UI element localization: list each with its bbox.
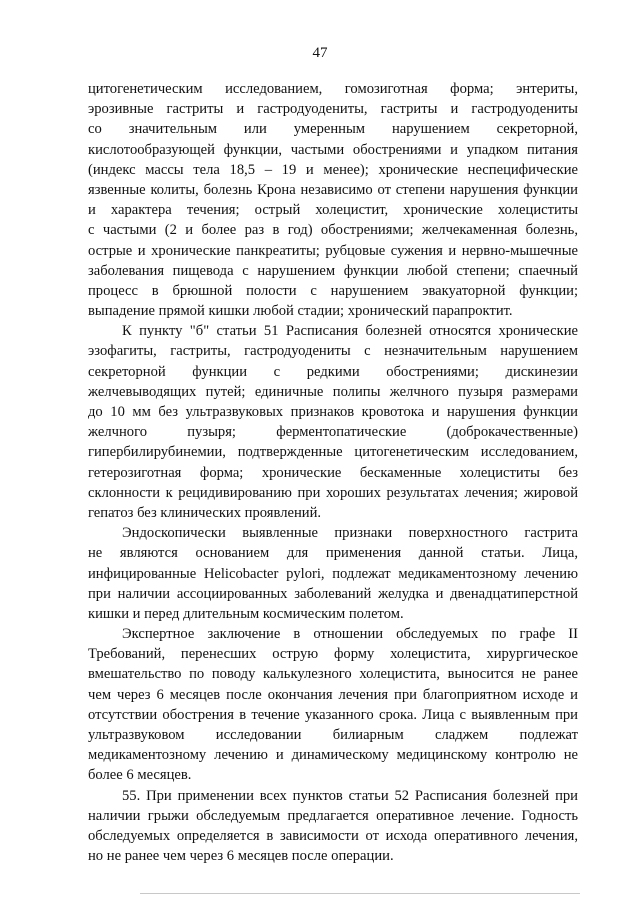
text-line: со значительным или умеренным нарушением секреторной, (88, 121, 578, 138)
text-line: эрозивные гастриты и гастродуодениты, гастриты и гастродуодениты (88, 101, 578, 118)
text-line: обследуемых определяется в зависимости от исхода оперативного лечения, (88, 827, 578, 844)
text-line: гетерозиготная форма; хронические бескаменные холециститы без (88, 464, 578, 481)
page-number: 47 (312, 45, 328, 61)
text-line: чем через 6 месяцев после окончания лечения при благоприятном исходе и (88, 686, 578, 703)
text-line: до 10 мм без ультразвуковых признаков кровотока и нарушения функции (88, 404, 578, 420)
text-line: и характера течения; острый холецистит, хронические холециститы (88, 202, 578, 219)
text-line: с частыми (2 и более раз в год) обострениями; желчекаменная болезнь, (88, 222, 578, 239)
text-line: кишки и перед длительным космическим полетом. (88, 605, 404, 622)
text-line: цитогенетическим исследованием, гомозиготная форма; энтериты, (88, 81, 578, 97)
text-line: отсутствии обострения в течение указанного срока. Лица с выявленным при (88, 706, 578, 723)
text-line: гипербилирубинемии, подтвержденные цитогенетическим исследованием, (88, 444, 578, 461)
paragraph-2 (88, 321, 578, 523)
text-line: секреторной функции с редкими обострениями; дискинезии (88, 363, 578, 380)
paragraph-3 (88, 523, 578, 624)
text-line: острые и хронические панкреатиты; рубцовые сужения и нервно-мышечные (88, 242, 578, 259)
text-line: наличии грыжи обследуемым предлагается оперативное лечение. Годность (88, 807, 578, 824)
text-line: медикаментозному лечению и динамическому медицинскому контролю не (88, 747, 578, 764)
text-line: эзофагиты, гастриты, гастродуодениты с незначительным нарушением (88, 343, 578, 360)
text-line: желчевыводящих путей; единичные полипы желчного пузыря размерами (88, 383, 578, 400)
text-line: заболевания пищевода с нарушением функции любой степени; спаечный (88, 262, 578, 279)
document-body (88, 79, 578, 866)
text-line: склонности к рецидивированию при хороших результатах лечения; жировой (88, 484, 578, 501)
text-line: не являются основанием для применения данной статьи. Лица, (88, 545, 578, 562)
text-line: но не ранее чем через 6 месяцев после операции. (88, 848, 394, 865)
text-line: вмешательство по поводу калькулезного холецистита, выносится не ранее (88, 666, 578, 683)
text-line: выпадение прямой кишки любой стадии; хронический парапроктит. (88, 303, 513, 320)
scan-edge-divider (140, 893, 580, 894)
text-line: процесс в брюшной полости с нарушением эвакуаторной функции; (88, 282, 578, 299)
text-line: Требований, перенесших острую форму холецистита, хирургическое (88, 646, 578, 663)
text-line: К пункту "б" статьи 51 Расписания болезней относятся хронические (122, 323, 578, 340)
text-line: ультразвуковом исследовании билиарным сладжем подлежат (88, 727, 578, 743)
paragraph-5 (88, 786, 578, 867)
text-line: при наличии ассоциированных заболеваний желудка и двенадцатиперстной (88, 585, 578, 602)
text-line: Эндоскопически выявленные признаки поверхностного гастрита (122, 525, 578, 542)
text-line: 55. При применении всех пунктов статьи 52 Расписания болезней при (122, 787, 578, 804)
text-line: Экспертное заключение в отношении обследуемых по графе II (122, 626, 578, 643)
text-line: более 6 месяцев. (88, 767, 192, 784)
text-line: (индекс массы тела 18,5 – 19 и менее); хронические неспецифические (88, 161, 578, 178)
text-line: кислотообразующей функции, частыми обострениями и упадком питания (88, 141, 578, 158)
text-line: язвенные колиты, болезнь Крона независимо от степени нарушения функции (88, 181, 578, 198)
paragraph-4 (88, 624, 578, 786)
text-line: гепатоз без клинических проявлений. (88, 504, 322, 521)
paragraph-1 (88, 79, 578, 321)
text-line: желчного пузыря; ферментопатические (доброкачественные) (88, 424, 578, 441)
text-line: инфицированные Helicobacter pylori, подлежат медикаментозному лечению (88, 565, 578, 582)
